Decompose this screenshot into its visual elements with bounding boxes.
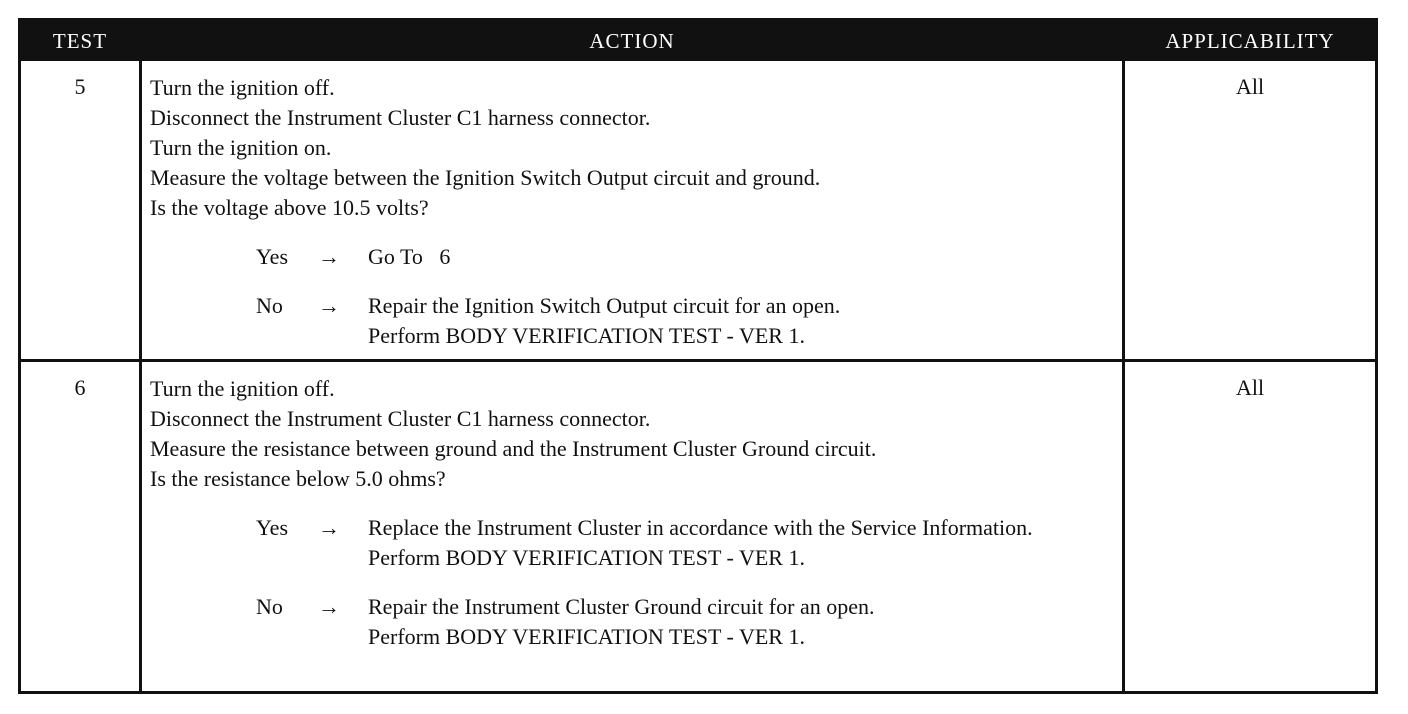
yes-label: Yes <box>256 244 289 269</box>
test-number: 6 <box>74 375 86 400</box>
action-cell <box>150 374 1120 652</box>
no-label: No <box>256 293 283 318</box>
no-text: Perform BODY VERIFICATION TEST - VER 1. <box>368 323 805 348</box>
test-number: 5 <box>74 74 86 99</box>
no-response <box>150 592 1120 652</box>
right-arrow-icon: → <box>318 515 340 540</box>
action-step: Disconnect the Instrument Cluster C1 harness connector. <box>150 406 651 431</box>
yes-label: Yes <box>256 515 289 540</box>
applicability-cell: All <box>1235 375 1265 400</box>
header-action: ACTION <box>589 29 675 53</box>
table-header <box>21 21 1375 61</box>
right-arrow-icon: → <box>318 594 340 619</box>
action-step: Measure the voltage between the Ignition Switch Output circuit and ground. <box>150 165 821 190</box>
action-step: Turn the ignition off. <box>150 75 335 100</box>
yes-text: Go To 6 <box>368 244 451 269</box>
yes-text: Replace the Instrument Cluster in accordance with the Service Information. <box>368 515 1033 540</box>
header-test: TEST <box>52 29 108 53</box>
header-applicability: APPLICABILITY <box>1165 29 1335 53</box>
action-question: Is the resistance below 5.0 ohms? <box>150 466 446 491</box>
no-text: Perform BODY VERIFICATION TEST - VER 1. <box>368 624 805 649</box>
action-step: Turn the ignition off. <box>150 376 335 401</box>
action-step: Measure the resistance between ground and the Instrument Cluster Ground circuit. <box>150 436 877 461</box>
action-step: Turn the ignition on. <box>150 135 332 160</box>
no-response <box>150 291 1120 351</box>
right-arrow-icon: → <box>318 244 340 269</box>
action-question: Is the voltage above 10.5 volts? <box>150 195 429 220</box>
yes-text: Perform BODY VERIFICATION TEST - VER 1. <box>368 545 805 570</box>
column-divider <box>1122 61 1125 691</box>
action-step: Disconnect the Instrument Cluster C1 harness connector. <box>150 105 651 130</box>
table-row <box>21 61 1375 362</box>
table-row <box>21 362 1375 694</box>
right-arrow-icon: → <box>318 293 340 318</box>
applicability-cell: All <box>1235 74 1265 99</box>
no-text: Repair the Instrument Cluster Ground circuit for an open. <box>368 594 875 619</box>
no-text: Repair the Ignition Switch Output circuit for an open. <box>368 293 841 318</box>
column-divider <box>139 61 142 691</box>
action-cell <box>150 73 1120 351</box>
yes-response <box>150 242 1120 272</box>
diagnostic-test-table <box>18 18 1378 694</box>
no-label: No <box>256 594 283 619</box>
yes-response <box>150 513 1120 573</box>
